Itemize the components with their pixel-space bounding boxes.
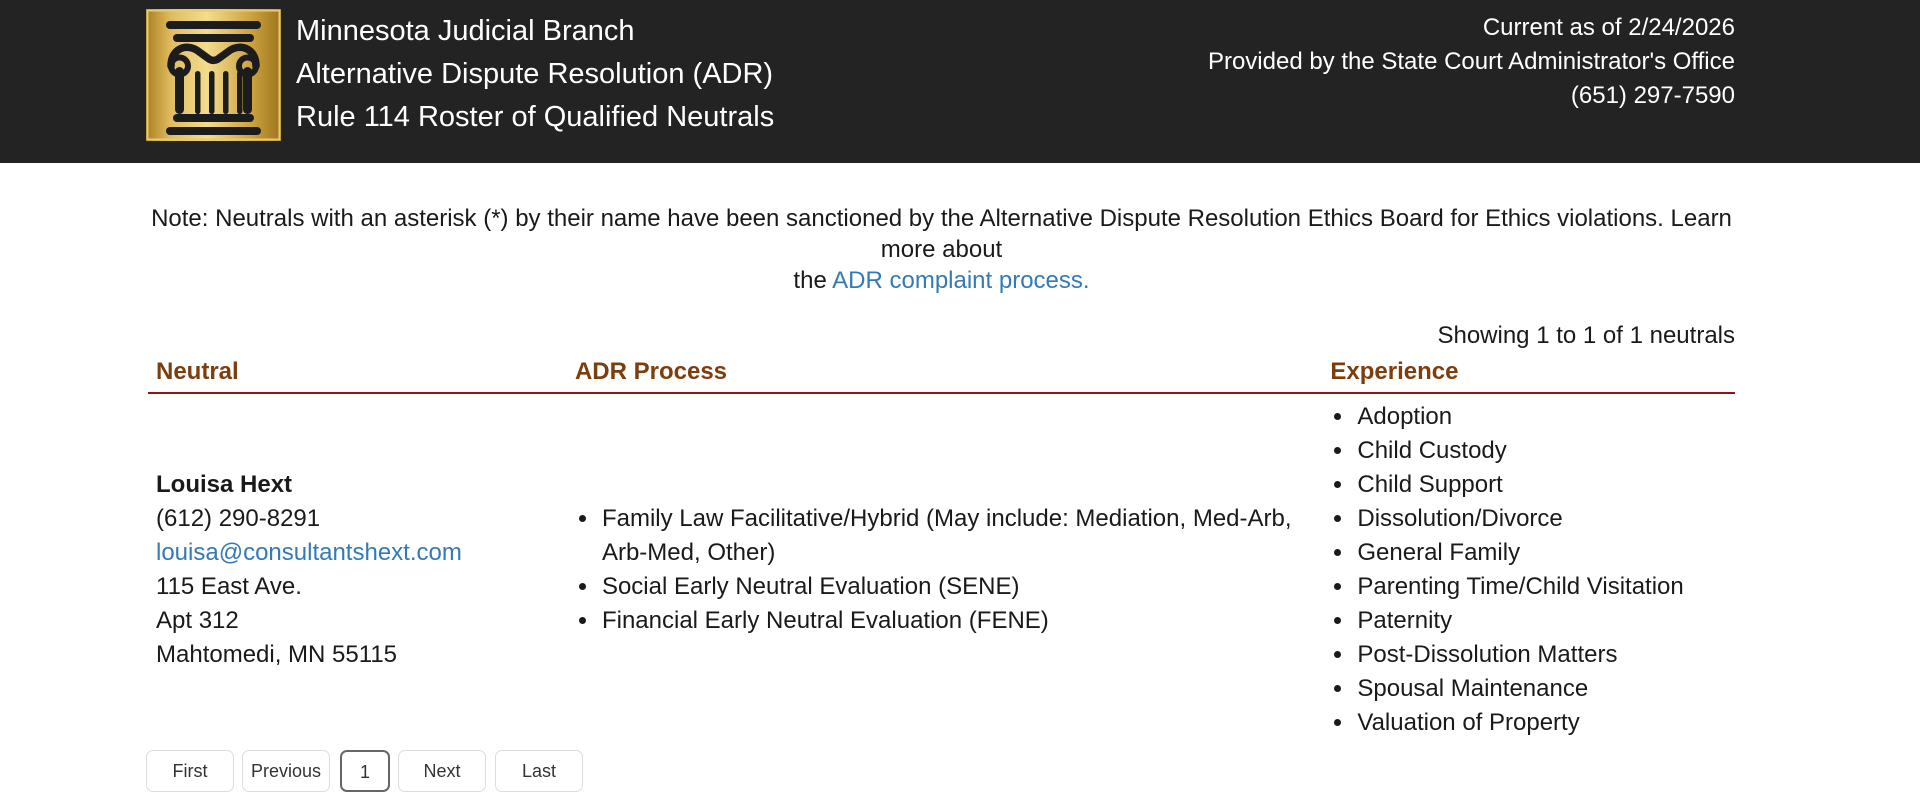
pagination-previous-button[interactable]: Previous <box>242 750 330 792</box>
list-item: • Paternity <box>1355 604 1735 638</box>
list-item: • General Family <box>1355 536 1735 570</box>
column-header-adr-process: ADR Process <box>567 358 1322 393</box>
title-line-program: Alternative Dispute Resolution (ADR) <box>296 58 774 90</box>
list-item: • Social Early Neutral Evaluation (SENE) <box>600 570 1322 604</box>
mn-judicial-branch-logo <box>146 9 281 141</box>
neutral-address-line3: Mahtomedi, MN 55115 <box>156 641 398 668</box>
results-count-text: Showing 1 to 1 of 1 neutrals <box>1437 322 1735 349</box>
neutral-email-link[interactable]: louisa@consultantshext.com <box>156 539 462 566</box>
pagination <box>146 750 583 792</box>
list-item: • Parenting Time/Child Visitation <box>1355 570 1735 604</box>
neutrals-roster-table <box>148 358 1735 750</box>
neutral-name: Louisa Hext <box>156 471 293 498</box>
neutral-address-line1: 115 East Ave. <box>156 573 302 600</box>
pagination-last-button[interactable]: Last <box>495 750 583 792</box>
main-content <box>148 203 1735 750</box>
pagination-next-button[interactable]: Next <box>398 750 486 792</box>
pagination-first-button[interactable]: First <box>146 750 234 792</box>
experience-cell <box>1322 393 1735 750</box>
pagination-page-1-button[interactable]: 1 <box>340 750 390 792</box>
title-line-org: Minnesota Judicial Branch <box>296 15 635 47</box>
neutral-phone: (612) 290-8291 <box>156 505 321 532</box>
list-item: • Financial Early Neutral Evaluation (FENE) <box>600 604 1322 638</box>
neutral-address-line2: Apt 312 <box>156 607 239 634</box>
adr-process-list <box>575 502 1322 638</box>
title-line-roster: Rule 114 Roster of Qualified Neutrals <box>296 101 775 133</box>
experience-list <box>1330 400 1735 740</box>
page-title <box>296 10 774 139</box>
table-header-row <box>148 358 1735 393</box>
ethics-note-line2-prefix: the <box>793 267 833 294</box>
neutral-cell <box>148 393 567 750</box>
site-header <box>0 0 1920 163</box>
list-item: • Child Support <box>1355 468 1735 502</box>
list-item: • Family Law Facilitative/Hybrid (May include: Mediation, Med-Arb, Arb-Med, Other) <box>600 502 1322 570</box>
list-item: • Post-Dissolution Matters <box>1355 638 1735 672</box>
ethics-note <box>148 203 1735 296</box>
column-header-experience: Experience <box>1322 358 1735 393</box>
ethics-note-line1: Note: Neutrals with an asterisk (*) by their name have been sanctioned by the Alternative Dispute Resolution Ethics Board for Ethics violations. Learn more about <box>151 205 1732 263</box>
list-item: • Dissolution/Divorce <box>1355 502 1735 536</box>
list-item: • Spousal Maintenance <box>1355 672 1735 706</box>
column-header-neutral: Neutral <box>148 358 567 393</box>
column-logo-icon <box>146 9 281 141</box>
adr-process-cell <box>567 393 1322 750</box>
header-meta <box>1208 11 1735 113</box>
list-item: • Valuation of Property <box>1355 706 1735 740</box>
list-item: • Child Custody <box>1355 434 1735 468</box>
provided-by-text: Provided by the State Court Administrator's Office <box>1207 48 1735 75</box>
adr-complaint-process-link[interactable]: ADR complaint process. <box>832 267 1090 294</box>
table-row <box>148 393 1735 750</box>
list-item: • Adoption <box>1355 400 1735 434</box>
current-as-of-text: Current as of 2/24/2026 <box>1482 14 1735 41</box>
phone-number-text: (651) 297-7590 <box>1570 82 1735 109</box>
